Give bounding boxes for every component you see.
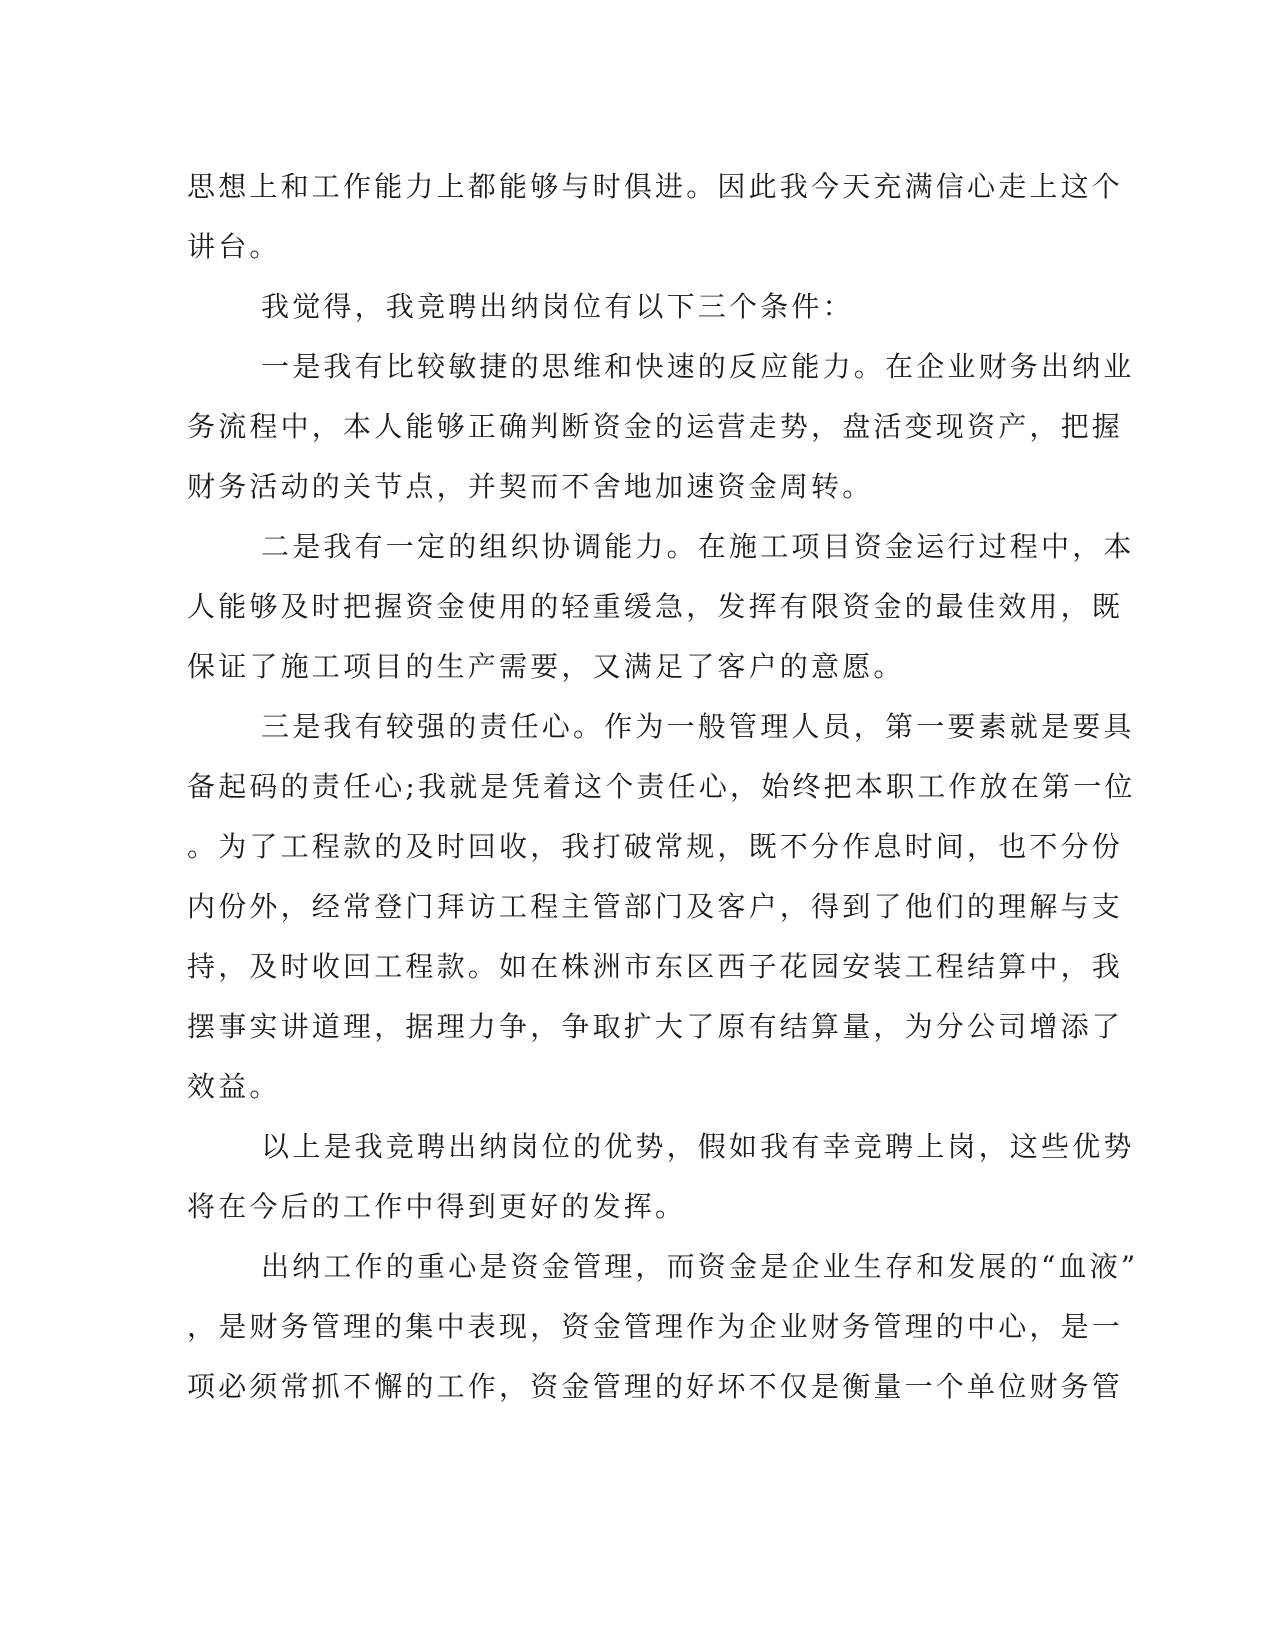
text-line: 内份外，经常登门拜访工程主管部门及客户，得到了他们的理解与支 (187, 890, 1124, 923)
text-line: 项必须常抓不懈的工作，资金管理的好坏不仅是衡量一个单位财务管 (187, 1370, 1124, 1403)
text-line: 讲台。 (187, 230, 281, 263)
text-line: 二是我有一定的组织协调能力。在施工项目资金运行过程中，本 (261, 530, 1135, 563)
text-line: 将在今后的工作中得到更好的发挥。 (187, 1190, 687, 1223)
text-line: 务流程中，本人能够正确判断资金的运营走势，盘活变现资产，把握 (187, 410, 1124, 443)
document-body (187, 157, 1139, 1417)
text-line: 出纳工作的重心是资金管理，而资金是企业生存和发展的“血液” (261, 1250, 1139, 1283)
text-line: 。为了工程款的及时回收，我打破常规，既不分作息时间，也不分份 (187, 830, 1124, 863)
text-line: 一是我有比较敏捷的思维和快速的反应能力。在企业财务出纳业 (261, 350, 1135, 383)
text-line: ，是财务管理的集中表现，资金管理作为企业财务管理的中心，是一 (187, 1310, 1124, 1343)
text-line: 以上是我竞聘出纳岗位的优势，假如我有幸竞聘上岗，这些优势 (261, 1130, 1135, 1163)
text-line: 持，及时收回工程款。如在株洲市东区西子花园安装工程结算中，我 (187, 950, 1124, 983)
text-line: 我觉得，我竞聘出纳岗位有以下三个条件： (261, 290, 854, 323)
text-line: 备起码的责任心;我就是凭着这个责任心，始终把本职工作放在第一位 (187, 770, 1136, 803)
text-line: 摆事实讲道理，据理力争，争取扩大了原有结算量，为分公司增添了 (187, 1010, 1124, 1043)
text-line: 效益。 (187, 1070, 281, 1103)
text-line: 财务活动的关节点，并契而不舍地加速资金周转。 (187, 470, 874, 503)
text-line: 保证了施工项目的生产需要，又满足了客户的意愿。 (187, 650, 905, 683)
text-line: 三是我有较强的责任心。作为一般管理人员，第一要素就是要具 (261, 710, 1135, 743)
text-line: 思想上和工作能力上都能够与时俱进。因此我今天充满信心走上这个 (187, 170, 1124, 203)
text-line: 人能够及时把握资金使用的轻重缓急，发挥有限资金的最佳效用，既 (187, 590, 1124, 623)
